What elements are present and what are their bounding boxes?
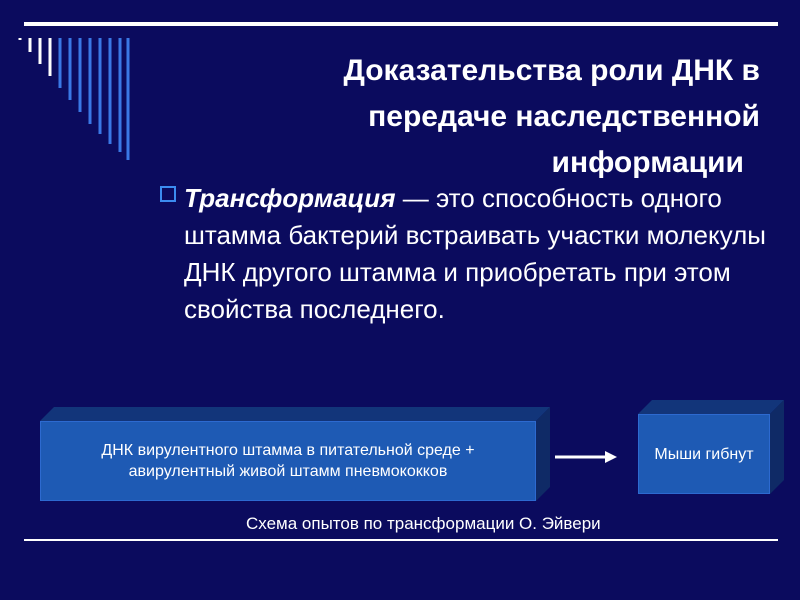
top-divider xyxy=(24,22,778,26)
experiment-result-box xyxy=(638,398,786,494)
experiment-result-label: Мыши гибнут xyxy=(638,414,770,494)
experiment-input-label: ДНК вирулентного штамма в питательной среде + авирулентный живой штамм пневмококков xyxy=(40,421,536,501)
square-bullet-icon xyxy=(160,186,176,202)
definition-term: Трансформация xyxy=(184,183,396,213)
arrow-right-icon xyxy=(555,450,617,464)
definition-paragraph xyxy=(184,180,774,328)
experiment-input-box xyxy=(40,405,552,501)
title-line-3: информации xyxy=(551,146,744,179)
title-line-1: Доказательства роли ДНК в xyxy=(343,54,760,87)
title-line-2: передаче наследственной xyxy=(368,100,760,133)
bottom-divider xyxy=(24,539,778,541)
slide-title xyxy=(280,48,760,186)
definition-text: — это способность одного штамма бактерий встраивать участки молекулы ДНК другого штамма и приобретать при этом свойства последнего. xyxy=(184,183,766,324)
diagram-caption: Схема опытов по трансформации О. Эйвери xyxy=(246,514,601,533)
